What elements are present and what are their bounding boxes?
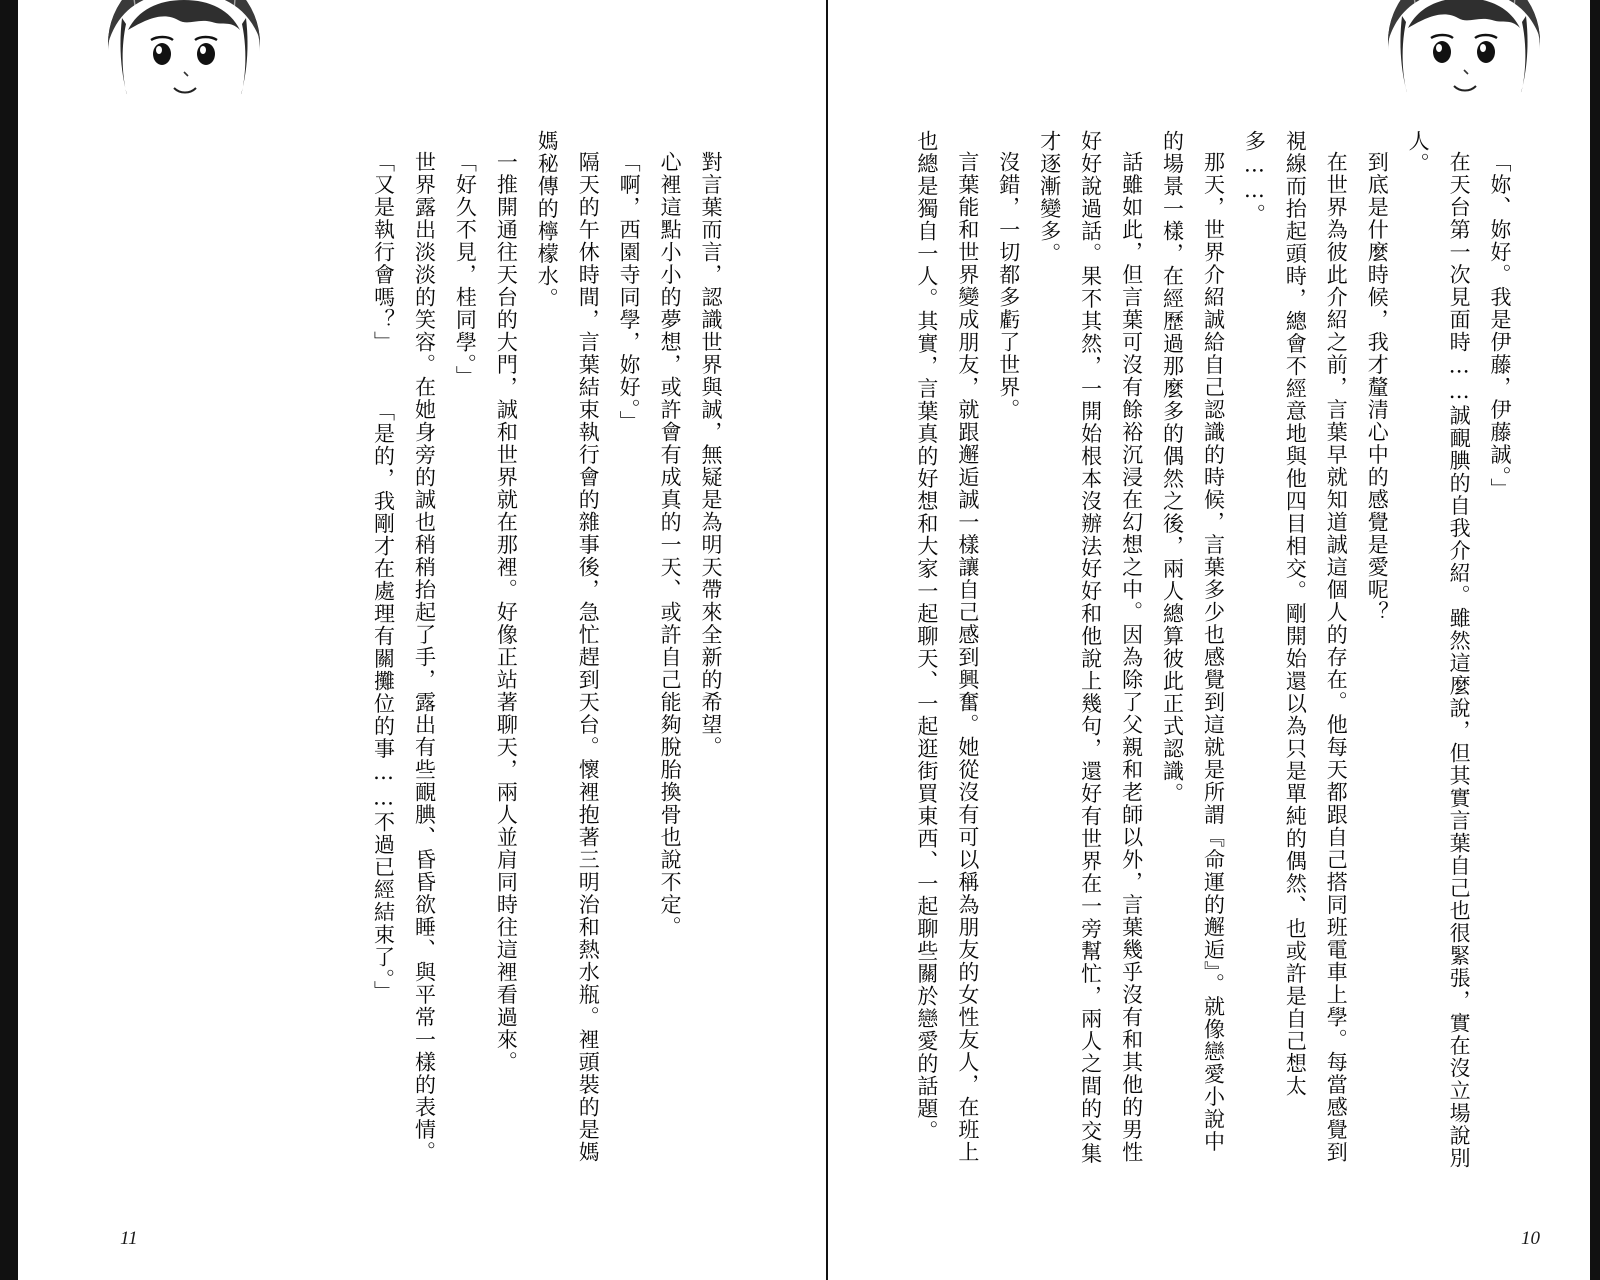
page-left-text [130, 130, 731, 1170]
paragraph: 到底是什麼時候，我才釐清心中的感覺是愛呢？ [1365, 151, 1390, 624]
paragraph: 那天，世界介紹誠給自己認識的時候，言葉多少也感覺到這就是所謂『命運的邂逅』。就像戀愛小說中的場景一樣，在經歷過那麼多的偶然之後，兩人總算彼此正式認識。 [1160, 130, 1226, 1153]
paragraph: 「啊，西園寺同學，妳好。」 [617, 151, 642, 433]
page-right [828, 0, 1600, 1280]
paragraph: 世界露出淡淡的笑容。在她身旁的誠也稍稍抬起了手，露出有些靦腆、昏昏欲睡、與平常一樣的表情。 [412, 151, 437, 1164]
page-edge-border [1590, 0, 1600, 1280]
paragraph: 「是的，我剛才在處理有關攤位的事……不過已經結束了。」 [371, 400, 396, 1003]
paragraph: 一推開通往天台的大門，誠和世界就在那裡。好像正站著聊天，兩人並肩同時往這裡看過來。 [494, 151, 519, 1074]
paragraph: 心裡這點小小的夢想，或許會有成真的一天、或許自己能夠脫胎換骨也說不定。 [658, 151, 683, 939]
paragraph: 在天台第一次見面時……誠靦腆的自我介紹。雖然這麼說，但其實言葉自己也很緊張，實在沒立場說別人。 [1406, 130, 1472, 1170]
paragraph: 在世界為彼此介紹之前，言葉早就知道誠這個人的存在。他每天都跟自己搭同班電車上學。每當感覺到視線而抬起頭時，總會不經意地與他四目相交。剛開始還以為只是單純的偶然、也或許是自己想太多……。 [1242, 130, 1349, 1164]
page-edge-border [0, 0, 18, 1280]
paragraph: 沒錯，一切都多虧了世界。 [996, 151, 1021, 421]
paragraph: 隔天的午休時間，言葉結束執行會的雜事後，急忙趕到天台。懷裡抱著三明治和熱水瓶。裡頭裝的是媽媽秘傳的檸檬水。 [535, 130, 601, 1164]
paragraph: 「妳、妳好。我是伊藤，伊藤誠。」 [1488, 151, 1512, 501]
paragraph: 「又是執行會嗎？」 [371, 151, 396, 354]
girl-face-icon [108, 0, 260, 132]
paragraph: 「好久不見，桂同學。」 [453, 151, 478, 388]
girl-face-icon [1388, 0, 1540, 130]
page-right-text [914, 130, 1520, 1170]
paragraph: 對言葉而言，認識世界與誠，無疑是為明天帶來全新的希望。 [699, 151, 723, 759]
page-edge-gap [18, 0, 24, 1280]
page-number: 10 [1521, 1228, 1540, 1249]
paragraph: 話雖如此，但言葉可沒有餘裕沉浸在幻想之中。因為除了父親和老師以外，言葉幾乎沒有和其他的男性好好說過話。果不其然，一開始根本沒辦法好好和他說上幾句，還好有世界在一旁幫忙，兩人之間的交集才逐漸變多。 [1037, 130, 1144, 1165]
page-number: 11 [120, 1228, 138, 1249]
paragraph: 言葉能和世界變成朋友，就跟邂逅誠一樣讓自己感到興奮。她從沒有可以稱為朋友的女性友人，在班上也總是獨自一人。其實，言葉真的好想和大家一起聊天、一起逛街買東西、一起聊些關於戀愛的話題。 [914, 130, 980, 1164]
